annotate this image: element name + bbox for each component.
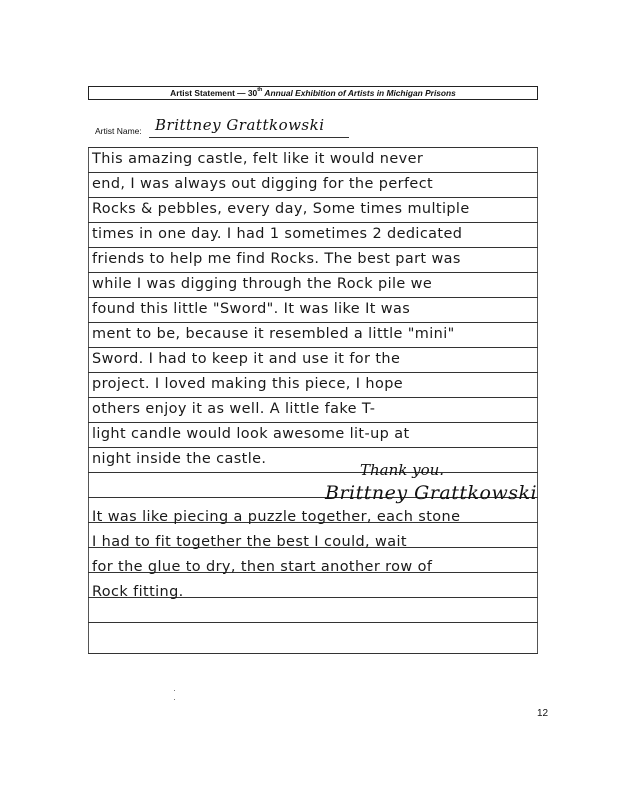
ruled-line bbox=[88, 472, 538, 473]
artist-name-label: Artist Name: bbox=[95, 126, 142, 136]
artist-name-value: Brittney Grattkowski bbox=[155, 116, 325, 134]
ruled-line bbox=[88, 272, 538, 273]
ruled-line bbox=[88, 297, 538, 298]
process-line: for the glue to dry, then start another row of bbox=[92, 559, 433, 575]
statement-line: friends to help me find Rocks. The best part was bbox=[92, 251, 461, 267]
statement-line: times in one day. I had 1 sometimes 2 dedicated bbox=[92, 226, 463, 242]
ruled-line bbox=[88, 197, 538, 198]
ruled-line bbox=[88, 622, 538, 623]
exhibition-header bbox=[88, 86, 538, 100]
artist-name-underline bbox=[149, 137, 349, 138]
page-number: 12 bbox=[537, 708, 549, 719]
statement-line: This amazing castle, felt like it would never bbox=[92, 151, 424, 167]
ruled-line bbox=[88, 447, 538, 448]
statement-line: others enjoy it as well. A little fake T- bbox=[92, 401, 376, 417]
ruled-line bbox=[88, 372, 538, 373]
ruled-line bbox=[88, 653, 538, 654]
closing-text: Thank you. bbox=[360, 461, 445, 479]
process-line: It was like piecing a puzzle together, each stone bbox=[92, 509, 461, 525]
ruled-line bbox=[88, 322, 538, 323]
statement-line: end, I was always out digging for the perfect bbox=[92, 176, 434, 192]
ruled-line bbox=[88, 247, 538, 248]
artist-name-row bbox=[95, 118, 355, 140]
scan-speck bbox=[174, 699, 175, 700]
ruled-line bbox=[88, 222, 538, 223]
statement-line: project. I loved making this piece, I hope bbox=[92, 376, 404, 392]
ruled-line bbox=[88, 172, 538, 173]
statement-line: found this little "Sword". It was like It was bbox=[92, 301, 411, 317]
statement-line: Rocks & pebbles, every day, Some times multiple bbox=[92, 201, 470, 217]
header-title-prefix: Artist Statement — 30 bbox=[170, 88, 258, 98]
process-line: Rock fitting. bbox=[92, 584, 184, 600]
ruled-line bbox=[88, 397, 538, 398]
process-line: I had to fit together the best I could, wait bbox=[92, 534, 407, 550]
statement-line: night inside the castle. bbox=[92, 451, 267, 467]
signature: Brittney Grattkowski bbox=[325, 482, 538, 504]
statement-line: while I was digging through the Rock pile we bbox=[92, 276, 433, 292]
ruled-line bbox=[88, 422, 538, 423]
header-title-sup: th bbox=[257, 87, 263, 93]
statement-line: Sword. I had to keep it and use it for the bbox=[92, 351, 401, 367]
ruled-line bbox=[88, 147, 538, 148]
scan-speck bbox=[174, 690, 175, 691]
statement-line: ment to be, because it resembled a little "mini" bbox=[92, 326, 455, 342]
statement-line: light candle would look awesome lit-up at bbox=[92, 426, 410, 442]
header-title-suffix: Annual Exhibition of Artists in Michigan Prisons bbox=[262, 88, 456, 98]
ruled-line bbox=[88, 347, 538, 348]
